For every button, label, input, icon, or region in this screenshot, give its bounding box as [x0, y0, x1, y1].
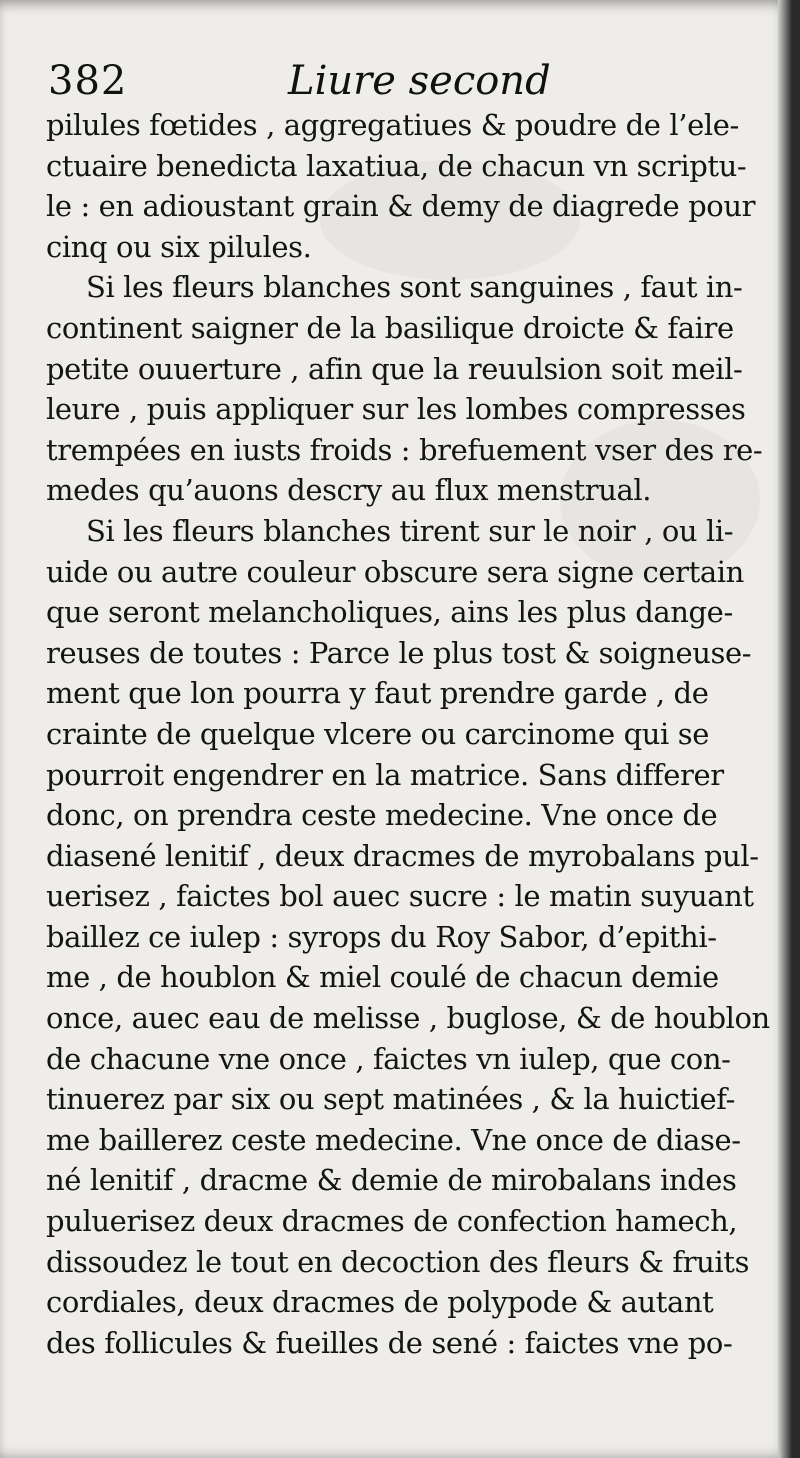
text-line: cordiales, deux dracmes de polypode & autant: [46, 1285, 714, 1320]
text-line: ment que lon pourra y faut prendre garde , de: [46, 676, 709, 711]
text-line: reuses de toutes : Parce le plus tost & soigneuse-: [46, 635, 752, 670]
text-line: diasené lenitif , deux dracmes de myrobalans pul-: [46, 838, 759, 873]
text-line: me , de houblon & miel coulé de chacun demie: [46, 960, 719, 995]
page-header: [48, 56, 748, 106]
text-line: puluerisez deux dracmes de confection hamech,: [46, 1204, 738, 1239]
text-line: né lenitif , dracme & demie de mirobalans indes: [46, 1163, 737, 1198]
text-line: leure , puis appliquer sur les lombes compresses: [46, 392, 746, 427]
text-line: ctuaire benedicta laxatiua, de chacun vn scriptu-: [46, 148, 747, 183]
text-line: cinq ou six pilules.: [46, 229, 312, 264]
text-line: crainte de quelque vlcere ou carcinome qui se: [46, 716, 709, 751]
text-line: que seront melancholiques, ains les plus dange-: [46, 595, 733, 630]
text-line: continent saigner de la basilique droicte & faire: [46, 310, 734, 345]
page-edge-shadow: [778, 0, 792, 1458]
text-line: le : en adioustant grain & demy de diagrede pour: [46, 189, 756, 224]
text-line: des follicules & fueilles de sené : faictes vne po-: [46, 1325, 733, 1360]
text-line: trempées en iusts froids : brefuement vser des re-: [46, 432, 763, 467]
text-line: once, auec eau de melisse , buglose, & de houblon: [46, 1001, 770, 1036]
text-line: baillez ce iulep : syrops du Roy Sabor, d’epithi-: [46, 919, 717, 954]
body-text: [46, 105, 774, 1363]
text-line: Si les fleurs blanches tirent sur le noir , ou li-: [86, 513, 734, 548]
text-line: uide ou autre couleur obscure sera signe certain: [46, 554, 744, 589]
text-line: pilules fœtides , aggregatiues & poudre de l’ele-: [46, 108, 739, 142]
text-line: Si les fleurs blanches sont sanguines , faut in-: [86, 270, 743, 305]
text-line: dissoudez le tout en decoction des fleurs & fruits: [46, 1244, 750, 1279]
text-line: pourroit engendrer en la matrice. Sans differer: [46, 757, 724, 792]
page-number: 382: [48, 58, 128, 104]
text-line: donc, on prendra ceste medecine. Vne once de: [46, 798, 718, 833]
text-line: tinuerez par six ou sept matinées , & la huictief-: [46, 1082, 735, 1117]
text-line: uerisez , faictes bol auec sucre : le matin suyuant: [46, 879, 754, 914]
text-line: de chacune vne once , faictes vn iulep, que con-: [46, 1041, 731, 1076]
text-line: medes qu’auons descry au flux menstrual.: [46, 473, 652, 508]
text-line: petite ouuerture , afin que la reuulsion soit meil-: [46, 351, 743, 386]
running-title: Liure second: [288, 58, 551, 104]
text-line: me baillerez ceste medecine. Vne once de diase-: [46, 1122, 741, 1157]
